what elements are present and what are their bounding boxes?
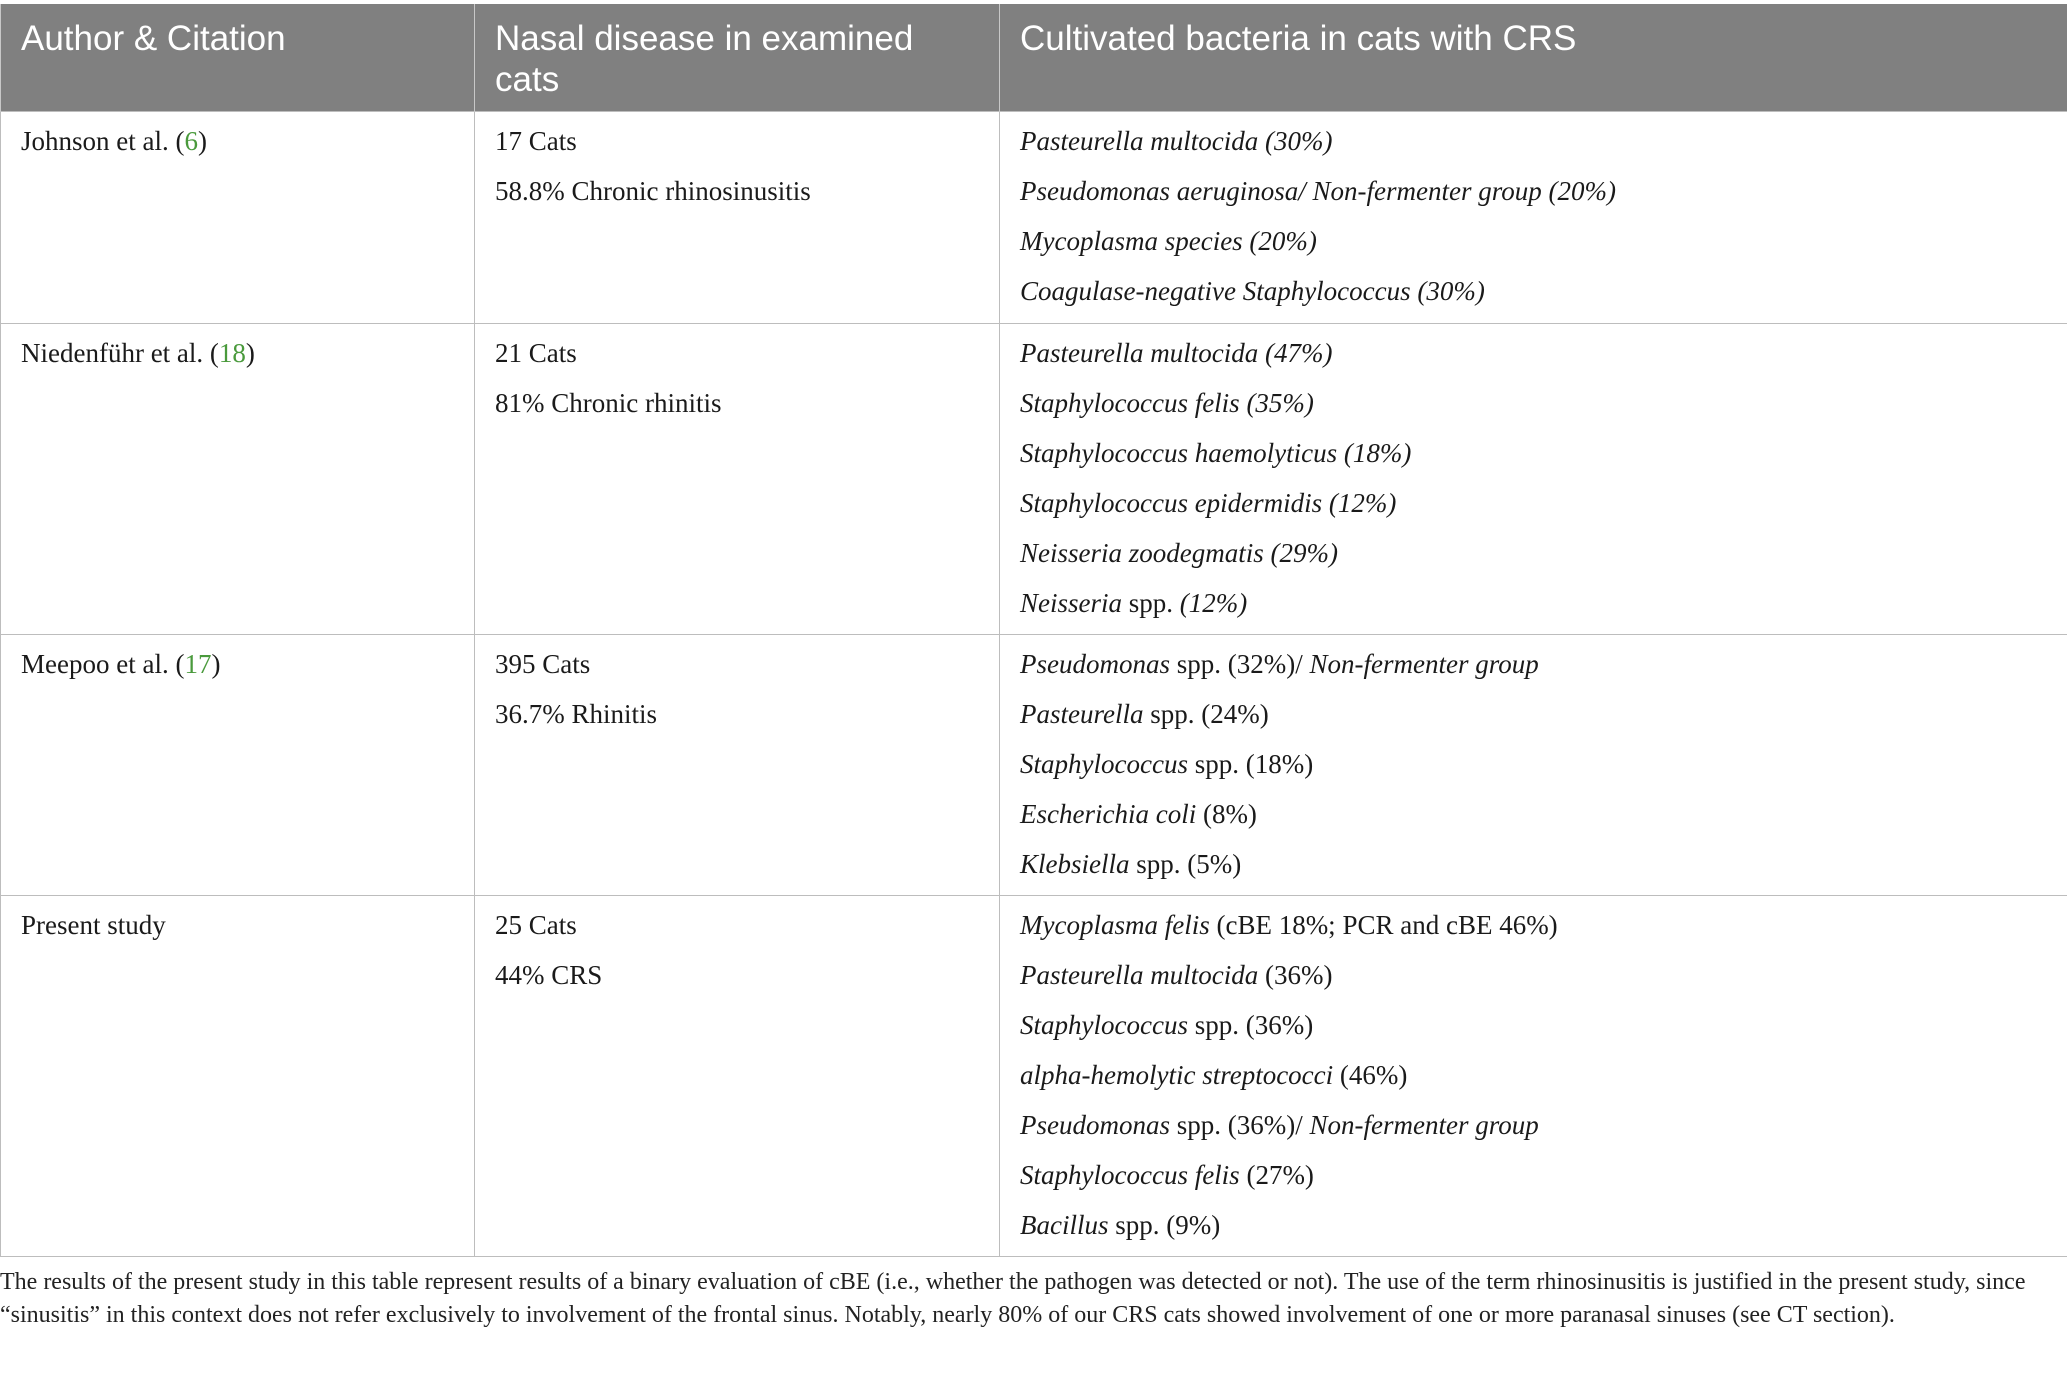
bacteria-cell [1000, 111, 2067, 323]
bacteria-name-italic: Staphylococcus felis (35%) [1020, 387, 1314, 418]
results-table-container [0, 4, 2067, 1257]
disease-rate: 44% CRS [495, 959, 603, 990]
bacteria-entry [1020, 1050, 2047, 1100]
author-text: Meepoo et al. ( [21, 648, 185, 679]
bacteria-entry [1020, 789, 2047, 839]
author-close: ) [197, 125, 207, 156]
bacteria-name-italic: Pasteurella multocida (47%) [1020, 337, 1333, 368]
bacteria-detail: spp. (24%) [1143, 698, 1269, 729]
bacteria-entry [1020, 689, 2047, 739]
bacteria-entry [1020, 1200, 2047, 1250]
disease-rate: 36.7% Rhinitis [495, 698, 658, 729]
bacteria-name-italic: Pasteurella multocida (30%) [1020, 125, 1333, 156]
author-close: ) [211, 648, 221, 679]
bacteria-entry [1020, 739, 2047, 789]
table-row [1, 634, 2067, 895]
disease-cell [475, 895, 1000, 1256]
bacteria-detail: spp. (36%)/ [1170, 1109, 1310, 1140]
bacteria-name-italic: Mycoplasma felis [1020, 909, 1210, 940]
bacteria-name-italic: Bacillus [1020, 1209, 1109, 1240]
cat-count: 17 Cats [495, 125, 577, 156]
table-header [1, 4, 2067, 111]
bacteria-entry [1020, 378, 2047, 428]
bacteria-cell [1000, 323, 2067, 634]
bacteria-entry [1020, 639, 2047, 689]
bacteria-name-italic: Staphylococcus [1020, 1009, 1188, 1040]
bacteria-name-italic: Pseudomonas [1020, 1109, 1170, 1140]
bacteria-name-italic: alpha-hemolytic streptococci [1020, 1059, 1334, 1090]
bacteria-name-italic: Mycoplasma species (20%) [1020, 225, 1317, 256]
bacteria-entry [1020, 116, 2047, 166]
author-text: Niedenführ et al. ( [21, 337, 219, 368]
bacteria-name-italic: Staphylococcus [1020, 748, 1188, 779]
citation-link[interactable]: 6 [184, 125, 198, 156]
bacteria-entry [1020, 266, 2047, 316]
bacteria-detail: (36%) [1258, 959, 1333, 990]
author-close: ) [245, 337, 255, 368]
author-cell [1, 895, 475, 1256]
table-footnote: The results of the present study in this table represent results of a binary evaluation of cBE (i.e., whether the pathogen was detected or not). The use of the term rhinosinusitis is justified in the present study, since “sinusitis” in this context does not refer exclusively to involvement of the frontal sinus. Notably, nearly 80% of our CRS cats showed involvement of one or more paranasal sinuses (see CT section). [0, 1269, 2026, 1328]
bacteria-name-italic: Pseudomonas aeruginosa/ Non-fermenter group (20%) [1020, 175, 1616, 206]
bacteria-name-italic: Pasteurella multocida [1020, 959, 1259, 990]
author-text: Present study [21, 909, 166, 940]
bacteria-name-italic: Non-fermenter group [1309, 1109, 1539, 1140]
bacteria-name-italic: Non-fermenter group [1309, 648, 1539, 679]
bacteria-detail: spp. [1122, 587, 1180, 618]
bacteria-comparison-table [0, 4, 2067, 1257]
header-cultivated-bacteria: Cultivated bacteria in cats with CRS [1000, 4, 2067, 111]
bacteria-entry [1020, 328, 2047, 378]
author-text: Johnson et al. ( [21, 125, 185, 156]
disease-cell [475, 634, 1000, 895]
bacteria-entry [1020, 216, 2047, 266]
header-row [1, 4, 2067, 111]
author-cell [1, 323, 475, 634]
bacteria-entry [1020, 1150, 2047, 1200]
table-row [1, 895, 2067, 1256]
bacteria-detail: spp. (18%) [1187, 748, 1314, 779]
bacteria-entry [1020, 839, 2047, 889]
bacteria-name-italic: Klebsiella [1020, 848, 1130, 879]
bacteria-detail: (cBE 18%; PCR and cBE 46%) [1209, 909, 1558, 940]
bacteria-cell [1000, 634, 2067, 895]
bacteria-detail: (46%) [1333, 1059, 1408, 1090]
bacteria-cell [1000, 895, 2067, 1256]
bacteria-detail: spp. (32%)/ [1170, 648, 1310, 679]
table-body [1, 111, 2067, 1256]
bacteria-entry [1020, 166, 2047, 216]
disease-rate: 58.8% Chronic rhinosinusitis [495, 175, 811, 206]
bacteria-name-italic: Staphylococcus felis [1020, 1159, 1240, 1190]
bacteria-name-italic: Neisseria [1020, 587, 1123, 618]
bacteria-entry [1020, 1000, 2047, 1050]
disease-cell [475, 111, 1000, 323]
bacteria-detail: spp. (9%) [1108, 1209, 1221, 1240]
bacteria-entry [1020, 478, 2047, 528]
bacteria-entry [1020, 528, 2047, 578]
bacteria-detail: spp. (36%) [1187, 1009, 1314, 1040]
header-author-citation: Author & Citation [1, 4, 475, 111]
bacteria-detail: (27%) [1239, 1159, 1314, 1190]
cat-count: 395 Cats [495, 648, 591, 679]
table-row [1, 323, 2067, 634]
bacteria-name-italic: Coagulase-negative Staphylococcus (30%) [1020, 275, 1485, 306]
table-row [1, 111, 2067, 323]
cat-count: 25 Cats [495, 909, 577, 940]
disease-rate: 81% Chronic rhinitis [495, 387, 722, 418]
citation-link[interactable]: 18 [218, 337, 246, 368]
bacteria-entry [1020, 950, 2047, 1000]
bacteria-name-italic: Neisseria zoodegmatis (29%) [1020, 537, 1338, 568]
bacteria-entry [1020, 578, 2047, 628]
citation-link[interactable]: 17 [184, 648, 212, 679]
bacteria-detail: spp. (5%) [1129, 848, 1242, 879]
bacteria-name-italic: Pseudomonas [1020, 648, 1170, 679]
bacteria-entry [1020, 1100, 2047, 1150]
bacteria-name-italic: Staphylococcus haemolyticus (18%) [1020, 437, 1412, 468]
bacteria-entry [1020, 428, 2047, 478]
disease-cell [475, 323, 1000, 634]
cat-count: 21 Cats [495, 337, 577, 368]
author-cell [1, 634, 475, 895]
bacteria-name-italic: Staphylococcus epidermidis (12%) [1020, 487, 1397, 518]
bacteria-name-italic: Escherichia coli [1020, 798, 1197, 829]
bacteria-name-italic: (12%) [1179, 587, 1248, 618]
bacteria-entry [1020, 900, 2047, 950]
bacteria-detail: (8%) [1196, 798, 1257, 829]
bacteria-name-italic: Pasteurella [1020, 698, 1144, 729]
header-nasal-disease: Nasal disease in examined cats [475, 4, 1000, 111]
author-cell [1, 111, 475, 323]
